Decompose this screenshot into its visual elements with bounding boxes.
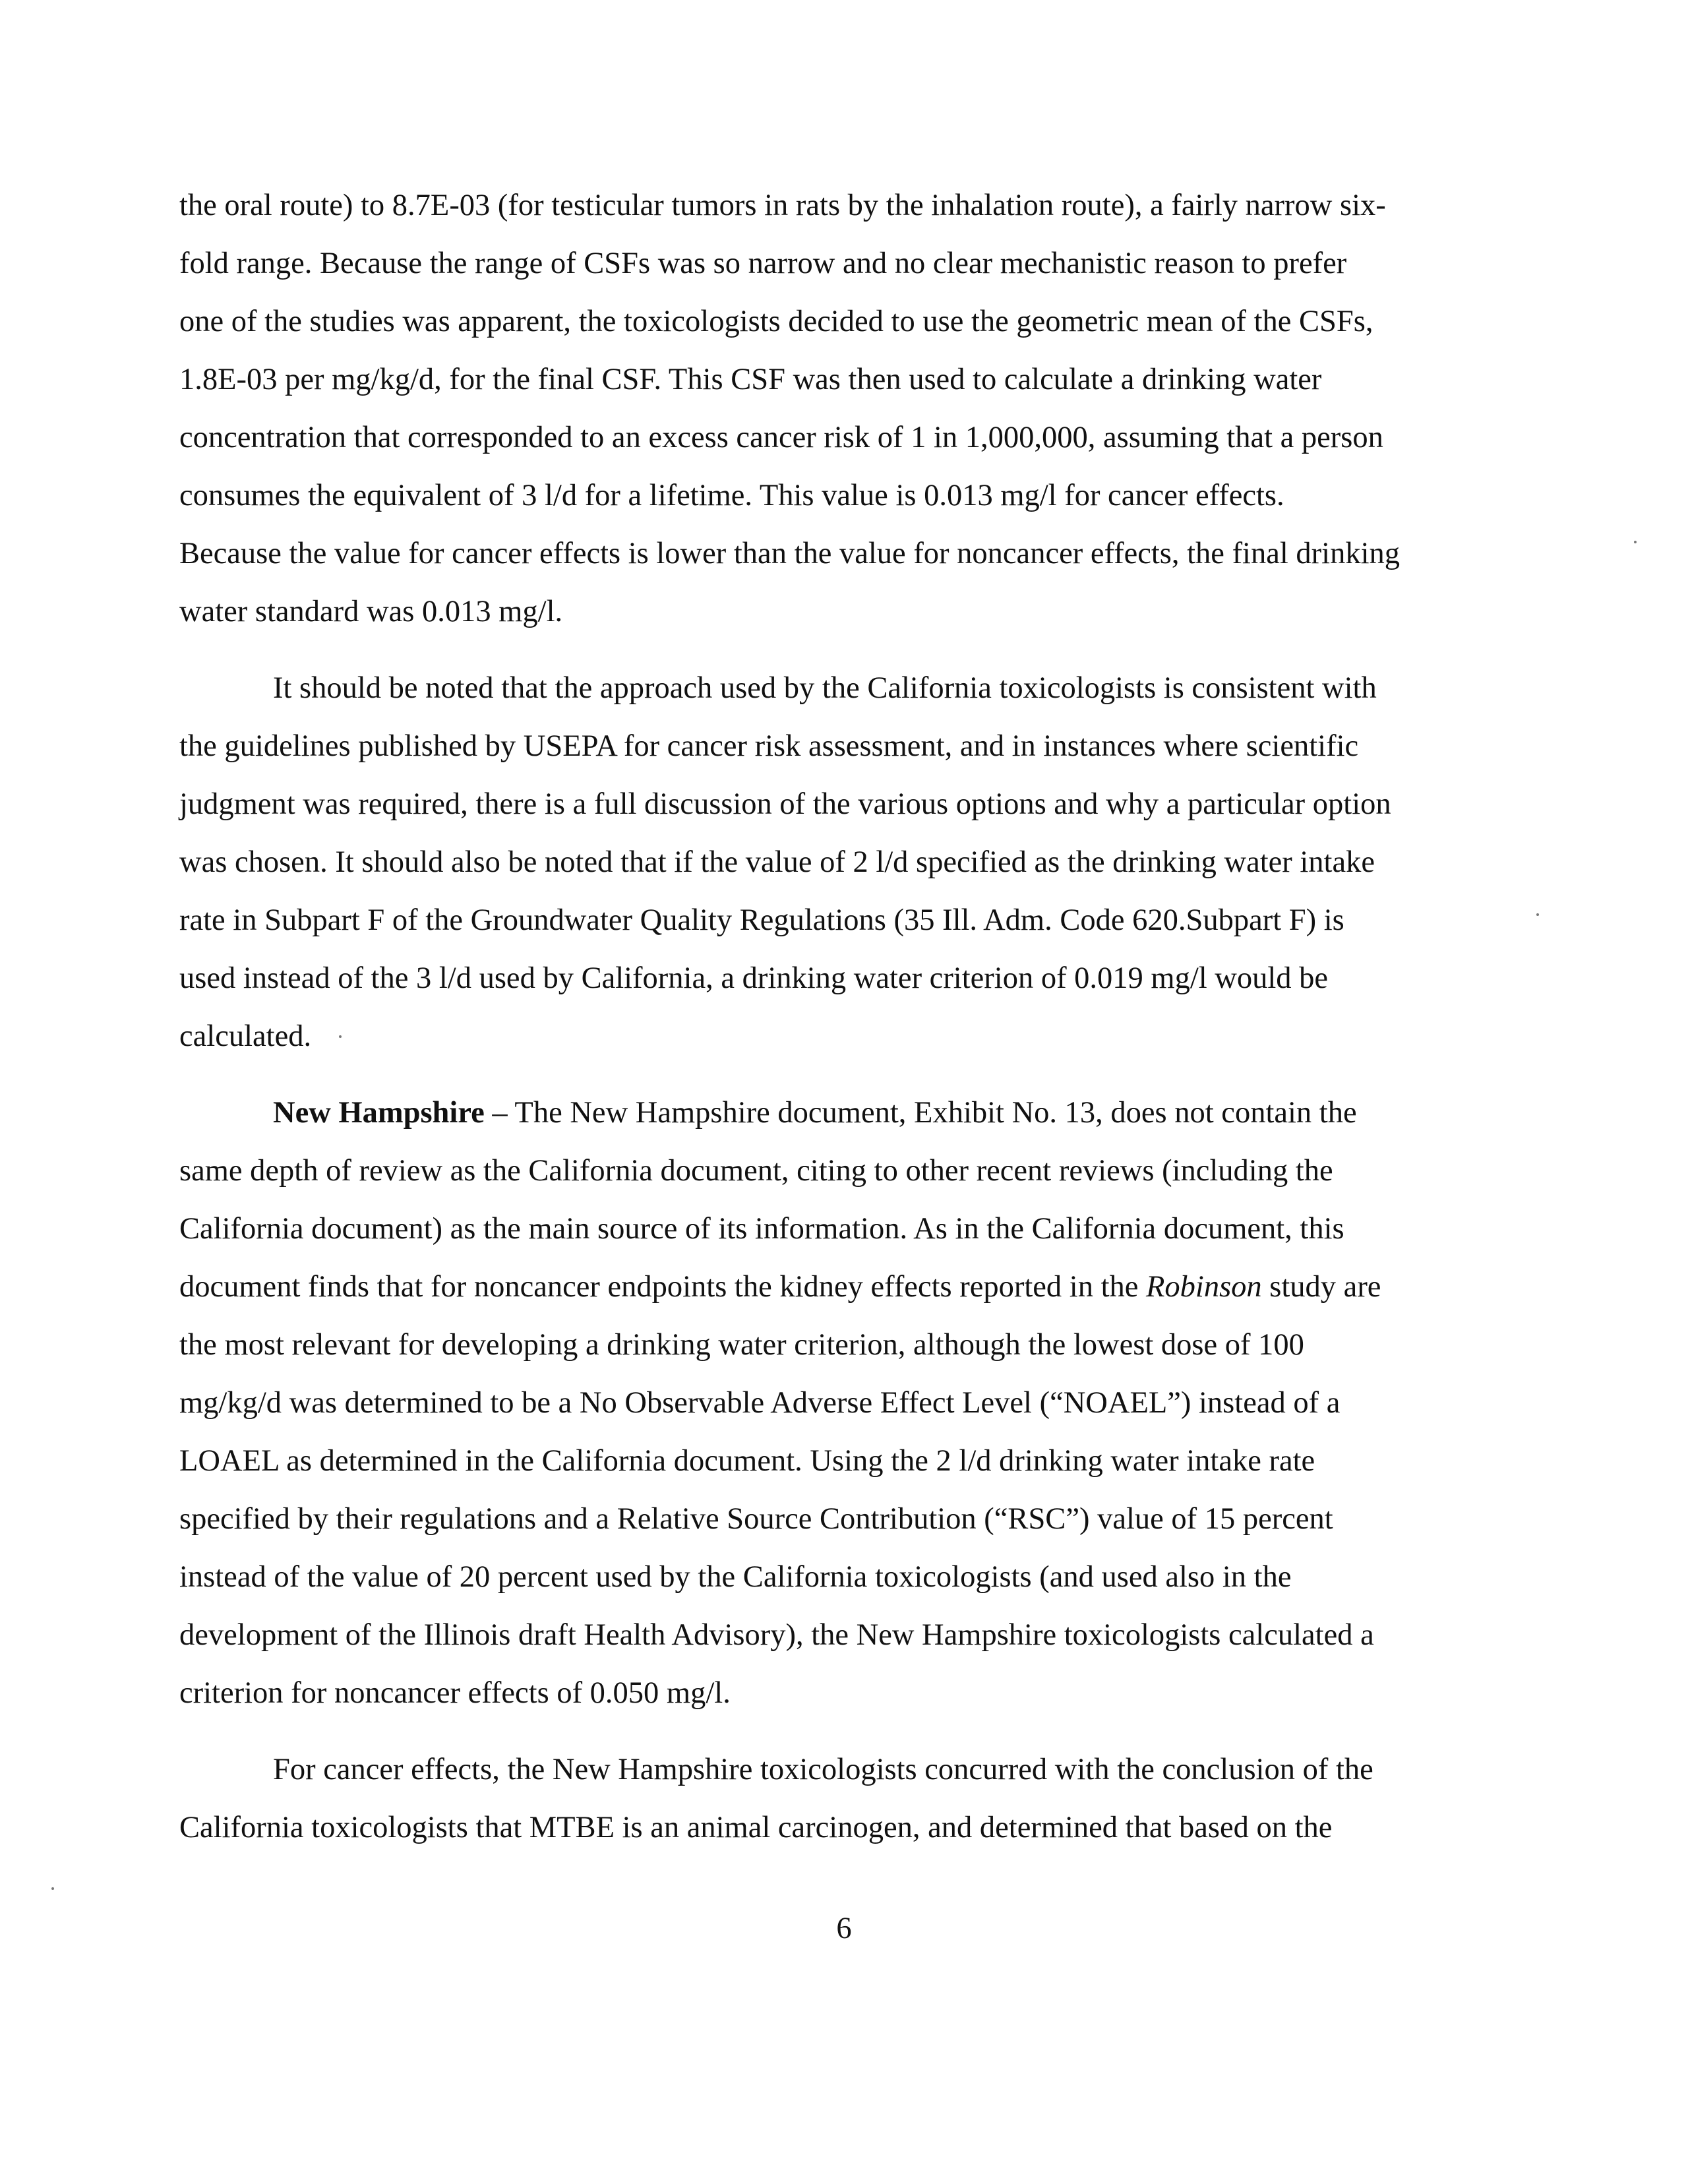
paragraph-1 xyxy=(179,177,1498,641)
paragraph-gap xyxy=(179,641,1498,659)
body-text xyxy=(179,177,1498,1857)
paragraph-new-hampshire xyxy=(179,1084,1498,1722)
page-number: 6 xyxy=(836,1912,852,1945)
text-line: used instead of the 3 l/d used by California, a drinking water criterion of 0.019 mg/l would be xyxy=(179,961,1329,995)
text-line: concentration that corresponded to an excess cancer risk of 1 in 1,000,000, assuming that a person xyxy=(179,421,1383,454)
paragraph-gap xyxy=(179,1722,1498,1741)
text-line: judgment was required, there is a full discussion of the various options and why a particular option xyxy=(179,787,1391,821)
paragraph-2 xyxy=(179,659,1498,1066)
text-line xyxy=(179,1084,1498,1142)
text-line: same depth of review as the California document, citing to other recent reviews (including the xyxy=(179,1154,1333,1188)
text-line: calculated. xyxy=(179,1019,312,1053)
text-line: water standard was 0.013 mg/l. xyxy=(179,595,563,628)
section-heading-new-hampshire: New Hampshire xyxy=(273,1096,485,1130)
paragraph-gap xyxy=(179,1066,1498,1084)
text-line: Because the value for cancer effects is lower than the value for noncancer effects, the final drinking xyxy=(179,537,1400,570)
text-line: specified by their regulations and a Relative Source Contribution (“RSC”) value of 15 percent xyxy=(179,1502,1333,1536)
text-run: document finds that for noncancer endpoints the kidney effects reported in the xyxy=(179,1270,1146,1304)
study-name-robinson: Robinson xyxy=(1146,1270,1262,1304)
text-line: California toxicologists that MTBE is an animal carcinogen, and determined that based on the xyxy=(179,1811,1333,1844)
scan-speck xyxy=(1536,913,1539,916)
text-line: the oral route) to 8.7E-03 (for testicular tumors in rats by the inhalation route), a fairly narrow six- xyxy=(179,189,1386,222)
text-line: mg/kg/d was determined to be a No Observable Adverse Effect Level (“NOAEL”) instead of a xyxy=(179,1386,1341,1420)
text-line: one of the studies was apparent, the toxicologists decided to use the geometric mean of the CSFs, xyxy=(179,305,1373,338)
scan-speck xyxy=(1634,541,1637,543)
text-line: LOAEL as determined in the California document. Using the 2 l/d drinking water intake rate xyxy=(179,1444,1315,1478)
scan-speck xyxy=(51,1887,54,1890)
text-line: the guidelines published by USEPA for cancer risk assessment, and in instances where scientific xyxy=(179,729,1359,763)
text-line: development of the Illinois draft Health Advisory), the New Hampshire toxicologists calculated a xyxy=(179,1618,1374,1652)
text-line: rate in Subpart F of the Groundwater Quality Regulations (35 Ill. Adm. Code 620.Subpart F) is xyxy=(179,903,1344,937)
paragraph-4 xyxy=(179,1741,1498,1857)
text-line: consumes the equivalent of 3 l/d for a lifetime. This value is 0.013 mg/l for cancer effects. xyxy=(179,479,1284,512)
text-line: criterion for noncancer effects of 0.050 mg/l. xyxy=(179,1676,731,1710)
text-line: was chosen. It should also be noted that if the value of 2 l/d specified as the drinking water intake xyxy=(179,845,1375,879)
text-line: It should be noted that the approach used by the California toxicologists is consistent with xyxy=(273,671,1377,705)
text-run: study are xyxy=(1261,1270,1381,1304)
text-line: fold range. Because the range of CSFs was so narrow and no clear mechanistic reason to prefer xyxy=(179,247,1347,280)
text-line: instead of the value of 20 percent used by the California toxicologists (and used also in the xyxy=(179,1560,1292,1594)
text-line: the most relevant for developing a drinking water criterion, although the lowest dose of 100 xyxy=(179,1328,1304,1362)
text-line: For cancer effects, the New Hampshire toxicologists concurred with the conclusion of the xyxy=(273,1753,1373,1786)
text-line xyxy=(179,1258,1498,1316)
text-line: California document) as the main source of its information. As in the California document, this xyxy=(179,1212,1344,1246)
scan-speck xyxy=(339,1035,342,1038)
text-line: 1.8E-03 per mg/kg/d, for the final CSF. This CSF was then used to calculate a drinking water xyxy=(179,363,1322,396)
text-run: – The New Hampshire document, Exhibit No. 13, does not contain the xyxy=(484,1096,1357,1130)
